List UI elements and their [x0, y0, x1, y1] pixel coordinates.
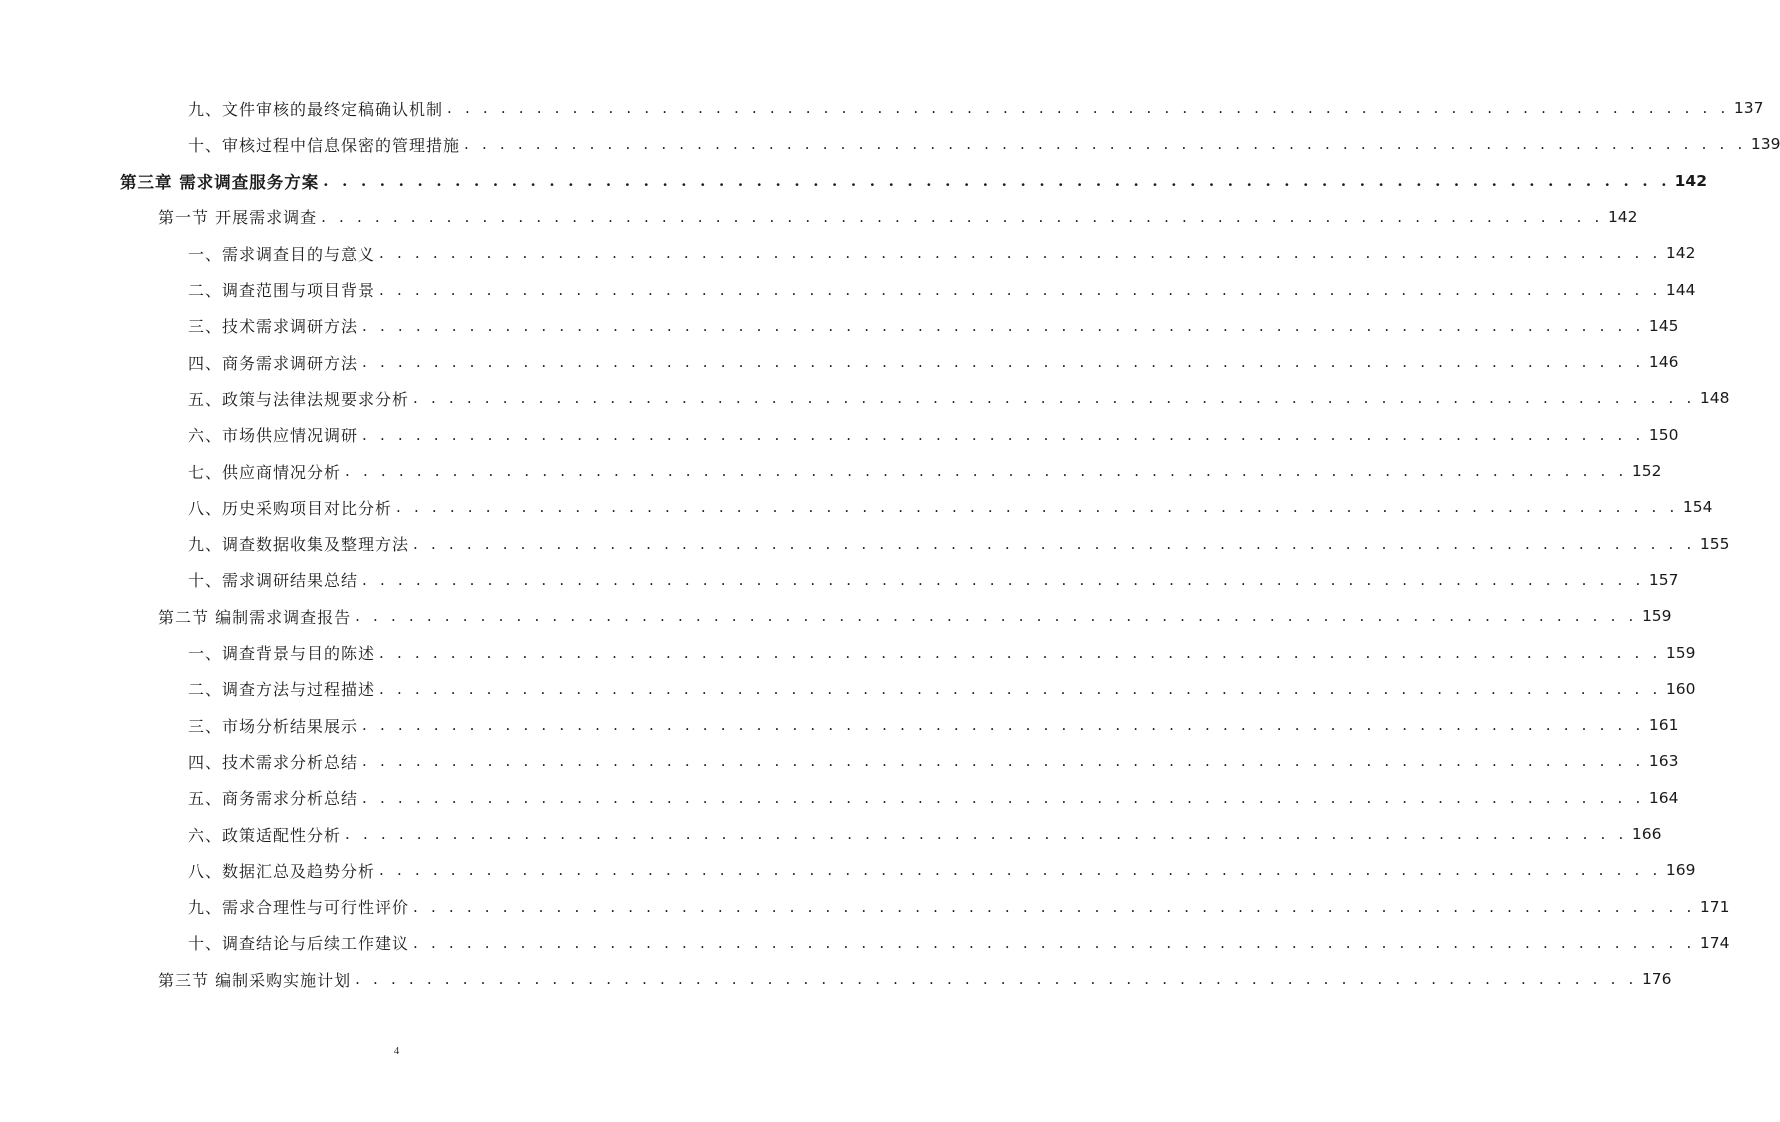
toc-entry-page: 169 [1665, 861, 1696, 880]
toc-entry[interactable] [0, 674, 1696, 704]
toc-leader-dots: . . . . . . . . . . . . . . . . . . . . . . . . . . . . . . . . . . . . . . . . . . . . . . . . . . . . . . . . . . . . . . . . . . . . . . . . [362, 752, 1645, 771]
toc-entry-title: 四、技术需求分析总结 [188, 752, 359, 772]
toc-entry-page: 159 [1641, 607, 1672, 626]
toc-entry[interactable] [0, 492, 1713, 522]
toc-leader-dots: . . . . . . . . . . . . . . . . . . . . . . . . . . . . . . . . . . . . . . . . . . . . . . . . . . . . . . . . . . . . . . . . . . . . . . . . [321, 207, 1604, 226]
toc-entry-title: 一、调查背景与目的陈述 [188, 644, 376, 663]
toc-entry[interactable] [0, 275, 1696, 305]
toc-entry-title: 六、市场供应情况调研 [188, 426, 359, 446]
toc-entry[interactable] [0, 456, 1662, 486]
toc-leader-dots: . . . . . . . . . . . . . . . . . . . . . . . . . . . . . . . . . . . . . . . . . . . . . . . . . . . . . . . . . . . . . . . . . . . . . . . . [362, 788, 1645, 807]
toc-entry[interactable] [0, 238, 1696, 268]
toc-entry[interactable] [0, 565, 1679, 595]
toc-entry-title: 第三节 编制采购实施计划 [158, 970, 352, 990]
toc-entry-title: 二、调查方法与过程描述 [188, 680, 376, 700]
toc-entry[interactable] [0, 746, 1679, 776]
toc-leader-dots: . . . . . . . . . . . . . . . . . . . . . . . . . . . . . . . . . . . . . . . . . . . . . . . . . . . . . . . . . . . . . . . . . . . . . . . . [379, 861, 1662, 880]
toc-entry-title: 八、历史采购项目对比分析 [188, 498, 393, 518]
toc-entry-page: 145 [1648, 316, 1679, 335]
toc-entry-title: 八、数据汇总及趋势分析 [188, 861, 376, 881]
toc-leader-dots: . . . . . . . . . . . . . . . . . . . . . . . . . . . . . . . . . . . . . . . . . . . . . . . . . . . . . . . . . . . . . . . . . . . . . . . . [345, 462, 1628, 480]
toc-entry-title: 五、政策与法律法规要求分析 [188, 389, 410, 409]
toc-entry-title: 三、技术需求调研方法 [188, 317, 359, 337]
toc-entry[interactable] [0, 420, 1679, 450]
toc-leader-dots: . . . . . . . . . . . . . . . . . . . . . . . . . . . . . . . . . . . . . . . . . . . . . . . . . . . . . . . . . . . . . . . . . . . . . . . . [323, 171, 1671, 190]
toc-entry[interactable] [0, 202, 1638, 232]
toc-entry-page: 174 [1699, 933, 1730, 952]
toc-leader-dots: . . . . . . . . . . . . . . . . . . . . . . . . . . . . . . . . . . . . . . . . . . . . . . . . . . . . . . . . . . . . . . . . . . . . . . . . [355, 970, 1638, 989]
toc-entry-title: 三、市场分析结果展示 [188, 716, 359, 736]
toc-entry-title: 九、需求合理性与可行性评价 [188, 898, 410, 918]
toc-leader-dots: . . . . . . . . . . . . . . . . . . . . . . . . . . . . . . . . . . . . . . . . . . . . . . . . . . . . . . . . . . . . . . . . . . . . . . . . [413, 933, 1696, 952]
toc-entry[interactable] [0, 347, 1679, 377]
toc-leader-dots: . . . . . . . . . . . . . . . . . . . . . . . . . . . . . . . . . . . . . . . . . . . . . . . . . . . . . . . . . . . . . . . . . . . . . . . . [362, 316, 1645, 335]
toc-entry[interactable] [0, 892, 1730, 922]
toc-entry-page: 142 [1607, 207, 1638, 226]
toc-entry[interactable] [0, 819, 1662, 849]
toc-entry-title: 六、政策适配性分析 [188, 825, 342, 845]
toc-leader-dots: . . . . . . . . . . . . . . . . . . . . . . . . . . . . . . . . . . . . . . . . . . . . . . . . . . . . . . . . . . . . . . . . . . . . . . . . [464, 135, 1747, 154]
toc-entry-page: 160 [1665, 679, 1696, 698]
toc-leader-dots: . . . . . . . . . . . . . . . . . . . . . . . . . . . . . . . . . . . . . . . . . . . . . . . . . . . . . . . . . . . . . . . . . . . . . . . . [362, 353, 1645, 372]
toc-entry-page: 157 [1648, 570, 1679, 589]
toc-leader-dots: . . . . . . . . . . . . . . . . . . . . . . . . . . . . . . . . . . . . . . . . . . . . . . . . . . . . . . . . . . . . . . . . . . . . . . . . [379, 679, 1662, 698]
toc-entry-page: 150 [1648, 425, 1679, 444]
toc-leader-dots: . . . . . . . . . . . . . . . . . . . . . . . . . . . . . . . . . . . . . . . . . . . . . . . . . . . . . . . . . . . . . . . . . . . . . . . . [379, 244, 1662, 263]
toc-entry-title: 十、需求调研结果总结 [188, 571, 359, 591]
toc-entry-title: 七、供应商情况分析 [188, 462, 342, 482]
toc-entry-page: 163 [1648, 752, 1679, 771]
toc-entry[interactable] [0, 166, 1707, 196]
toc-entry[interactable] [0, 129, 1780, 159]
toc-entry-page: 144 [1665, 280, 1696, 299]
toc-entry-title: 第一节 开展需求调查 [158, 208, 318, 228]
toc-entry[interactable] [0, 311, 1679, 341]
toc-leader-dots: . . . . . . . . . . . . . . . . . . . . . . . . . . . . . . . . . . . . . . . . . . . . . . . . . . . . . . . . . . . . . . . . . . . . . . . . [413, 897, 1696, 916]
toc-leader-dots: . . . . . . . . . . . . . . . . . . . . . . . . . . . . . . . . . . . . . . . . . . . . . . . . . . . . . . . . . . . . . . . . . . . . . . . . [362, 716, 1645, 735]
toc-leader-dots: . . . . . . . . . . . . . . . . . . . . . . . . . . . . . . . . . . . . . . . . . . . . . . . . . . . . . . . . . . . . . . . . . . . . . . . . [355, 607, 1638, 626]
toc-entry-title: 第二节 编制需求调查报告 [158, 607, 352, 627]
toc-entry[interactable] [0, 383, 1730, 413]
toc-entry[interactable] [0, 964, 1672, 994]
toc-entry-page: 142 [1665, 244, 1696, 263]
toc-entry-title: 四、商务需求调研方法 [188, 353, 359, 373]
toc-entry-title: 九、文件审核的最终定稿确认机制 [188, 99, 444, 119]
toc-entry[interactable] [0, 638, 1696, 668]
toc-entry-title: 十、调查结论与后续工作建议 [188, 934, 410, 954]
toc-entry-page: 155 [1699, 534, 1730, 553]
toc-entry-page: 146 [1648, 353, 1679, 372]
toc-entry-page: 148 [1699, 389, 1730, 408]
toc-leader-dots: . . . . . . . . . . . . . . . . . . . . . . . . . . . . . . . . . . . . . . . . . . . . . . . . . . . . . . . . . . . . . . . . . . . . . . . . [413, 534, 1696, 553]
toc-leader-dots: . . . . . . . . . . . . . . . . . . . . . . . . . . . . . . . . . . . . . . . . . . . . . . . . . . . . . . . . . . . . . . . . . . . . . . . . [379, 280, 1662, 299]
toc-entry-title: 五、商务需求分析总结 [188, 789, 359, 809]
toc-leader-dots: . . . . . . . . . . . . . . . . . . . . . . . . . . . . . . . . . . . . . . . . . . . . . . . . . . . . . . . . . . . . . . . . . . . . . . . . [379, 643, 1662, 662]
toc-entry[interactable] [0, 93, 1764, 123]
toc-entry-title: 第三章 需求调查服务方案 [120, 172, 320, 192]
toc-leader-dots: . . . . . . . . . . . . . . . . . . . . . . . . . . . . . . . . . . . . . . . . . . . . . . . . . . . . . . . . . . . . . . . . . . . . . . . . [396, 498, 1679, 517]
toc-leader-dots: . . . . . . . . . . . . . . . . . . . . . . . . . . . . . . . . . . . . . . . . . . . . . . . . . . . . . . . . . . . . . . . . . . . . . . . . [413, 389, 1696, 408]
toc-entry-page: 154 [1682, 498, 1713, 517]
toc-entry-page: 166 [1631, 825, 1662, 843]
toc-entry-title: 九、调查数据收集及整理方法 [188, 535, 410, 555]
toc-entry[interactable] [0, 928, 1730, 958]
toc-entry-page: 139 [1750, 135, 1780, 154]
toc-leader-dots: . . . . . . . . . . . . . . . . . . . . . . . . . . . . . . . . . . . . . . . . . . . . . . . . . . . . . . . . . . . . . . . . . . . . . . . . [362, 570, 1645, 589]
toc-entry[interactable] [0, 855, 1696, 885]
toc-entry-page: 161 [1648, 716, 1679, 735]
toc-entry-title: 一、需求调查目的与意义 [188, 244, 376, 264]
toc-entry[interactable] [0, 601, 1672, 631]
toc-leader-dots: . . . . . . . . . . . . . . . . . . . . . . . . . . . . . . . . . . . . . . . . . . . . . . . . . . . . . . . . . . . . . . . . . . . . . . . . [362, 425, 1645, 444]
toc-entry-title: 十、审核过程中信息保密的管理措施 [188, 135, 461, 155]
toc-entry[interactable] [0, 710, 1679, 740]
toc-entry-page: 142 [1674, 171, 1707, 190]
toc-entry-page: 152 [1631, 462, 1662, 480]
toc-entry-page: 176 [1641, 970, 1672, 989]
toc-entry-page: 171 [1699, 897, 1730, 916]
toc-entry-page: 164 [1648, 788, 1679, 807]
page-number: 4 [393, 1045, 400, 1057]
toc-entry-page: 159 [1665, 643, 1696, 662]
toc-leader-dots: . . . . . . . . . . . . . . . . . . . . . . . . . . . . . . . . . . . . . . . . . . . . . . . . . . . . . . . . . . . . . . . . . . . . . . . . [345, 825, 1628, 843]
toc-entry[interactable] [0, 783, 1679, 813]
toc-entry-page: 137 [1733, 99, 1764, 117]
toc-entry[interactable] [0, 529, 1730, 559]
toc-leader-dots: . . . . . . . . . . . . . . . . . . . . . . . . . . . . . . . . . . . . . . . . . . . . . . . . . . . . . . . . . . . . . . . . . . . . . . . . [447, 99, 1730, 117]
toc-entry-title: 二、调查范围与项目背景 [188, 281, 376, 300]
